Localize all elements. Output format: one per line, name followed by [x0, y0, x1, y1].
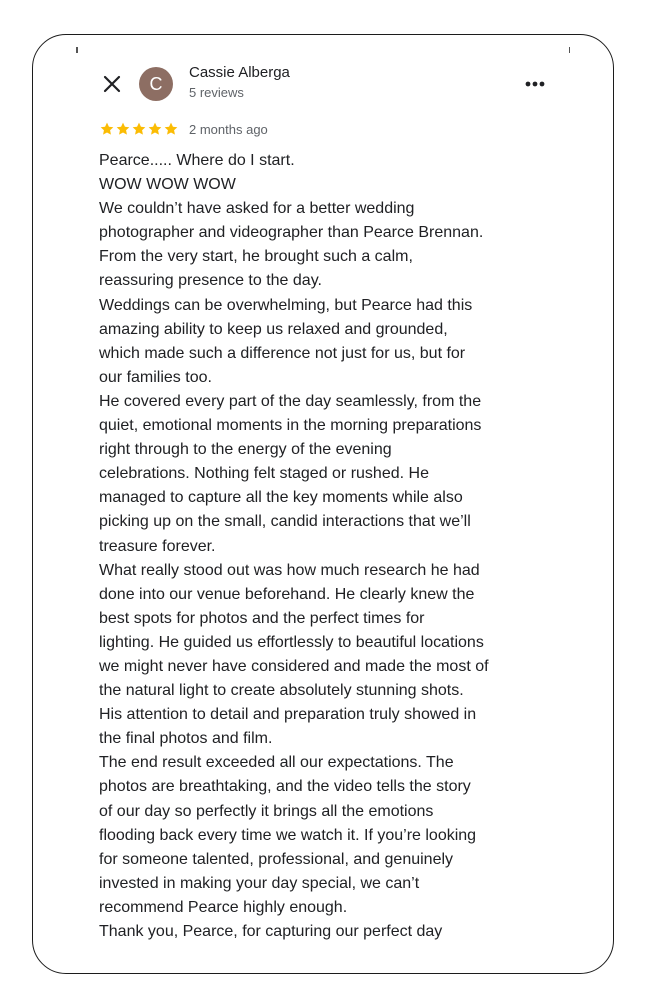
review-line: the natural light to create absolutely stunning shots. [99, 682, 464, 700]
review-line: best spots for photos and the perfect times for [99, 609, 425, 627]
review-line: The end result exceeded all our expectations. The [99, 754, 454, 772]
review-line: photos are breathtaking, and the video tells the story [99, 778, 471, 796]
more-options-icon [525, 81, 545, 87]
review-line: His attention to detail and preparation truly showed in [99, 706, 477, 724]
review-line: managed to capture all the key moments while also [99, 489, 463, 507]
review-line: reassuring presence to the day. [99, 272, 322, 290]
review-window [32, 34, 614, 974]
review-line: celebrations. Nothing felt staged or rushed. He [99, 465, 429, 483]
review-line: of our day so perfectly it brings all the emotions [99, 802, 434, 820]
star-icon [99, 121, 115, 137]
more-options-button[interactable] [523, 73, 547, 95]
review-line: He covered every part of the day seamlessly, from the [99, 392, 482, 410]
review-line: right through to the energy of the evening [99, 441, 392, 459]
star-rating [99, 121, 179, 137]
review-line: Weddings can be overwhelming, but Pearce had this [99, 296, 473, 314]
star-icon [131, 121, 147, 137]
review-line: amazing ability to keep us relaxed and grounded, [99, 320, 448, 338]
review-line: for someone talented, professional, and genuinely [99, 850, 454, 868]
review-date: 2 months ago [189, 121, 268, 137]
review-line: From the very start, he brought such a calm, [99, 248, 413, 266]
close-button[interactable] [99, 71, 125, 97]
review-line: flooding back every time we watch it. If you’re looking [99, 826, 477, 844]
review-line: recommend Pearce highly enough. [99, 898, 348, 916]
star-icon [163, 121, 179, 137]
close-icon [102, 74, 122, 94]
review-line: Pearce..... Where do I start. [99, 152, 295, 169]
review-line: invested in making your day special, we can’t [99, 874, 420, 892]
review-header [33, 35, 613, 115]
review-line: WOW WOW WOW [99, 176, 236, 194]
rating-row [99, 120, 268, 138]
review-line: We couldn’t have asked for a better wedding [99, 200, 415, 218]
avatar[interactable] [139, 67, 173, 101]
review-text [99, 149, 561, 959]
review-line: picking up on the small, candid interactions that we’ll [99, 513, 471, 531]
review-line: photographer and videographer than Pearce Brennan. [99, 224, 484, 242]
avatar-letter: C [149, 73, 163, 94]
review-line: which made such a difference not just for us, but for [99, 344, 466, 362]
review-line: treasure forever. [99, 537, 216, 555]
review-line: lighting. He guided us effortlessly to beautiful locations [99, 633, 484, 651]
reviewer-name[interactable]: Cassie Alberga [189, 64, 290, 81]
review-line: What really stood out was how much research he had [99, 561, 480, 579]
review-line: our families too. [99, 368, 212, 386]
reviewer-review-count: 5 reviews [189, 85, 244, 100]
review-line: quiet, emotional moments in the morning preparations [99, 417, 482, 435]
review-line: done into our venue beforehand. He clearly knew the [99, 585, 475, 603]
star-icon [115, 121, 131, 137]
review-line: Thank you, Pearce, for capturing our perfect day [99, 923, 443, 940]
review-line: the final photos and film. [99, 730, 273, 748]
star-icon [147, 121, 163, 137]
review-line: we might never have considered and made the most of [99, 657, 489, 675]
